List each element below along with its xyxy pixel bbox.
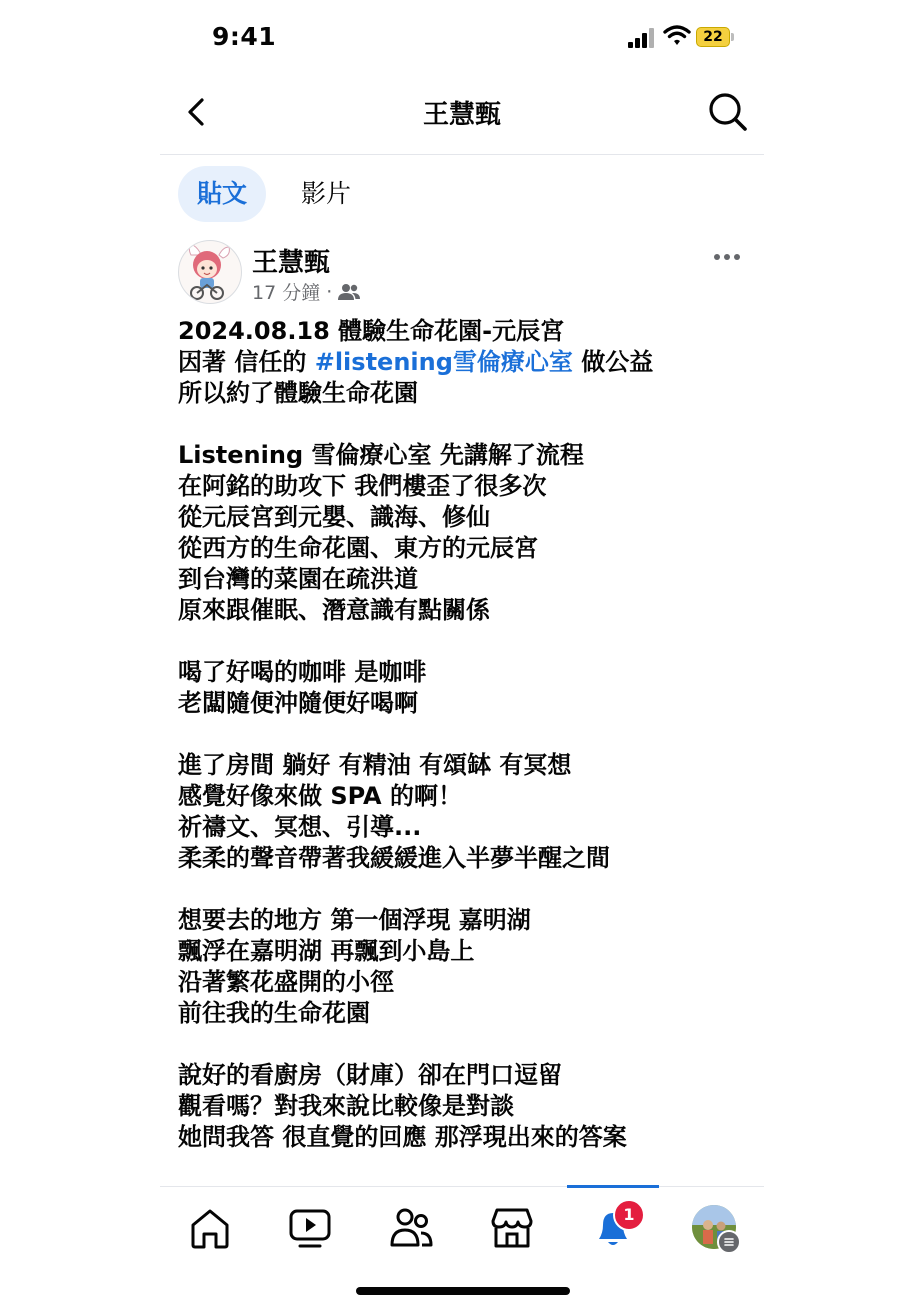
post-line-text: 做公益	[572, 348, 654, 376]
post-line: 老闆隨便沖隨便好喝啊	[178, 689, 418, 717]
nav-bar	[160, 70, 764, 155]
post-line: 前往我的生命花園	[178, 999, 370, 1027]
more-options-icon[interactable]	[714, 246, 748, 268]
marketplace-icon[interactable]	[482, 1201, 542, 1253]
post-line: Listening 雪倫療心室 先講解了流程	[178, 441, 584, 469]
tab-videos[interactable]: 影片	[301, 179, 352, 208]
post-line: 到台灣的菜園在疏洪道	[178, 565, 418, 593]
home-icon[interactable]	[180, 1201, 240, 1253]
bottom-tab-bar	[160, 1186, 764, 1269]
search-icon[interactable]	[706, 90, 750, 134]
post-line: 柔柔的聲音帶著我緩緩進入半夢半醒之間	[178, 844, 610, 872]
status-time: 9:41	[212, 22, 277, 51]
post-text	[178, 316, 748, 1153]
post-line: 在阿銘的助攻下 我們樓歪了很多次	[178, 472, 547, 500]
post-line: 感覺好像來做 SPA 的啊！	[178, 782, 462, 810]
status-bar	[160, 0, 764, 70]
post-line: 沿著繁花盛開的小徑	[178, 968, 394, 996]
post-line: 原來跟催眠、潛意識有點關係	[178, 596, 490, 624]
post-line: 進了房間 躺好 有精油 有頌缽 有冥想	[178, 751, 572, 779]
battery-level: 22	[696, 27, 730, 47]
post-line: 2024.08.18 體驗生命花園-元辰宮	[178, 317, 565, 345]
post-line-text: 因著 信任的	[178, 348, 315, 376]
video-icon[interactable]	[280, 1201, 340, 1253]
post-line: 喝了好喝的咖啡 是咖啡	[178, 658, 427, 686]
phone-screen	[160, 0, 764, 1316]
wifi-icon	[663, 24, 691, 48]
hashtag-link[interactable]: #listening雪倫療心室	[314, 348, 573, 376]
notification-badge: 1	[613, 1199, 645, 1231]
post-line: 從元辰宮到元嬰、識海、修仙	[178, 503, 490, 531]
post-meta	[252, 278, 360, 305]
menu-icon[interactable]	[717, 1230, 741, 1254]
post-line: 她問我答 很直覺的回應 那浮現出來的答案	[178, 1123, 627, 1151]
post-line: 飄浮在嘉明湖 再飄到小島上	[178, 937, 475, 965]
battery-icon	[696, 27, 736, 49]
post-line: 從西方的生命花園、東方的元辰宮	[178, 534, 538, 562]
cellular-signal-icon	[628, 28, 656, 48]
post-line: 祈禱文、冥想、引導...	[178, 813, 422, 841]
page-title: 王慧甄	[422, 100, 501, 130]
post-line: 說好的看廚房（財庫）卻在門口逗留	[178, 1061, 562, 1089]
tab-posts[interactable]: 貼文	[178, 166, 266, 222]
post-line: 想要去的地方 第一個浮現 嘉明湖	[178, 906, 531, 934]
post-line	[178, 347, 748, 378]
author-avatar[interactable]	[178, 240, 242, 304]
post-line: 所以約了體驗生命花園	[178, 379, 418, 407]
active-tab-indicator	[567, 1185, 659, 1188]
post-time[interactable]: 17 分鐘	[252, 282, 321, 304]
post-author-name[interactable]: 王慧甄	[252, 248, 331, 278]
friends-icon[interactable]	[381, 1201, 441, 1253]
home-indicator	[356, 1287, 570, 1295]
back-button[interactable]	[176, 90, 220, 134]
meta-separator: ·	[326, 280, 333, 303]
friends-icon	[338, 283, 360, 301]
post-line: 觀看嗎？對我來說比較像是對談	[178, 1092, 514, 1120]
